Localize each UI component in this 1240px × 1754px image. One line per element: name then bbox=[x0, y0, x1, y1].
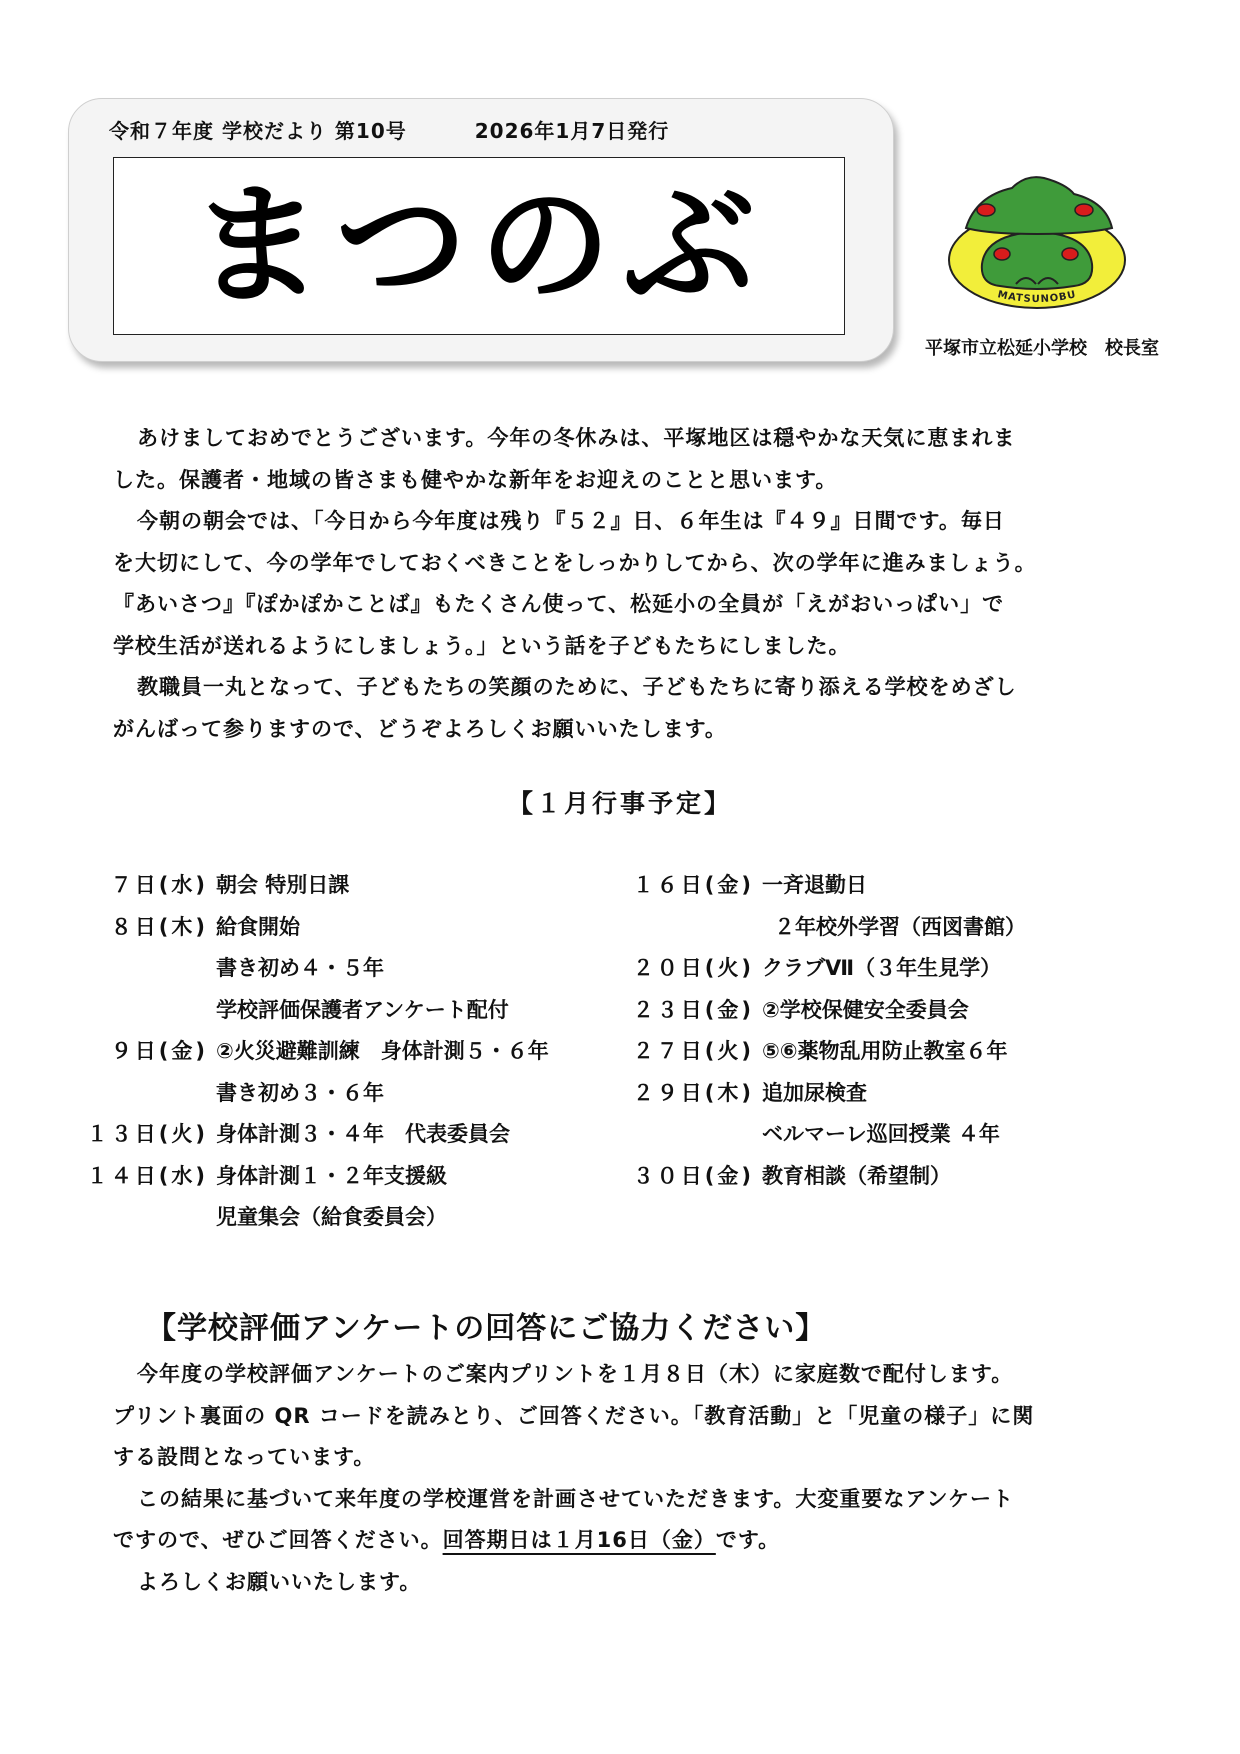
event-item: 給食開始 bbox=[216, 914, 300, 939]
issue-info bbox=[109, 115, 669, 144]
text-line: 教職員一丸となって、子どもたちの笑顔のために、子どもたちに寄り添える学校をめざし bbox=[137, 675, 1017, 699]
text-span: ですので、ぜひご回答ください。 bbox=[113, 1528, 443, 1552]
text-line: この結果に基づいて来年度の学校運営を計画させていただきます。大変重要なアンケート bbox=[137, 1486, 1015, 1511]
text-span: です。 bbox=[715, 1528, 781, 1552]
text-line: がんばって参りますので、どうぞよろしくお願いいたします。 bbox=[113, 716, 727, 741]
event-date: １３日(火) bbox=[86, 1122, 208, 1146]
event-item: 教育相談（希望制） bbox=[762, 1163, 951, 1188]
text-line: 学校生活が送れるようにしましょう。」という話を子どもたちにしました。 bbox=[113, 633, 851, 658]
text-line: 今朝の朝会では、「今日から今年度は残り『５２』日、６年生は『４９』日間です。毎日 bbox=[137, 509, 1005, 533]
event-date: ７日(水) bbox=[110, 873, 208, 897]
survey-heading: 【学校評価アンケートの回答にご協力ください】 bbox=[146, 1311, 827, 1346]
greeting-paragraph bbox=[113, 418, 1128, 750]
events-heading: 【１月行事予定】 bbox=[507, 789, 732, 818]
event-item: 児童集会（給食委員会） bbox=[216, 1205, 447, 1229]
text-line: あけましておめでとうございます。今年の冬休みは、平塚地区は穏やかな天気に恵まれま bbox=[137, 426, 1016, 450]
masthead bbox=[68, 98, 894, 362]
event-item: 追加尿検査 bbox=[762, 1080, 867, 1105]
event-date: ２９日(木) bbox=[632, 1080, 754, 1105]
event-item: 一斉退勤日 bbox=[762, 873, 867, 897]
event-item: ⑤⑥薬物乱用防止教室６年 bbox=[762, 1039, 1008, 1063]
survey-paragraph bbox=[113, 1354, 1128, 1603]
school-mascot-logo bbox=[946, 172, 1128, 312]
text-line: よろしくお願いいたします。 bbox=[137, 1569, 422, 1594]
event-date: ２０日(火) bbox=[632, 956, 754, 980]
event-item: ②学校保健安全委員会 bbox=[762, 997, 969, 1022]
text-line: 今年度の学校評価アンケートのご案内プリントを１月８日（木）に家庭数で配付します。 bbox=[137, 1362, 1014, 1386]
text-line: プリント裏面の QR コードを読みとり、ご回答ください。「教育活動」と「児童の様子」に関 bbox=[113, 1403, 1035, 1428]
newsletter-title: まつのぶ bbox=[191, 169, 767, 323]
event-date: １６日(金) bbox=[632, 873, 754, 897]
event-date: １４日(水) bbox=[86, 1163, 208, 1188]
event-date: ２７日(火) bbox=[632, 1039, 754, 1063]
event-item: ベルマーレ巡回授業 ４年 bbox=[762, 1122, 1000, 1146]
event-item: ２年校外学習（西図書館） bbox=[774, 914, 1026, 939]
event-date: ８日(木) bbox=[110, 914, 208, 939]
logo-text: MATSUNOBU bbox=[996, 289, 1078, 306]
event-item: 朝会 特別日課 bbox=[216, 873, 350, 897]
text-line: を大切にして、今の学年でしておくべきことをしっかりしてから、次の学年に進みましょう。 bbox=[113, 550, 1037, 575]
event-item: 書き初め４・５年 bbox=[216, 956, 384, 980]
event-date: ２３日(金) bbox=[632, 997, 754, 1022]
event-date: ３０日(金) bbox=[632, 1163, 754, 1188]
survey-deadline: 回答期日は１月16日（金） bbox=[442, 1528, 716, 1552]
school-name: 平塚市立松延小学校 校長室 bbox=[925, 338, 1159, 359]
text-line bbox=[113, 1520, 1128, 1562]
issue-date: 2026年1月7日発行 bbox=[474, 119, 670, 143]
event-item: 書き初め３・６年 bbox=[216, 1080, 384, 1105]
event-item: 身体計測１・２年支援級 bbox=[216, 1163, 447, 1188]
event-item: 身体計測３・４年 代表委員会 bbox=[216, 1122, 510, 1146]
issue-number: 令和７年度 学校だより 第10号 bbox=[109, 119, 407, 143]
event-date: ９日(金) bbox=[110, 1039, 208, 1063]
event-item: クラブⅦ（３年生見学） bbox=[762, 956, 1002, 980]
text-line: 『あいさつ』『ぽかぽかことば』もたくさん使って、松延小の全員が「えがおいっぱい」で bbox=[113, 592, 1005, 616]
event-item: ②火災避難訓練 身体計測５・６年 bbox=[216, 1039, 549, 1063]
text-line: する設問となっています。 bbox=[113, 1445, 376, 1469]
event-item: 学校評価保護者アンケート配付 bbox=[216, 997, 509, 1022]
title-frame bbox=[113, 157, 845, 335]
text-line: した。保護者・地域の皆さまも健やかな新年をお迎えのことと思います。 bbox=[113, 467, 838, 492]
